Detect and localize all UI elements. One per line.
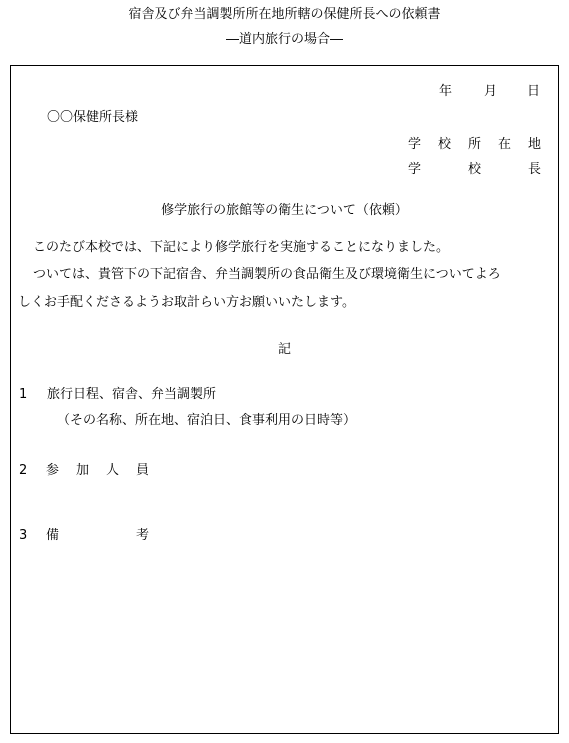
item-number: 3 [19, 528, 28, 543]
principal-char: 校 [467, 162, 481, 177]
item-label: 旅行日程、宿舎、弁当調製所 [47, 387, 217, 402]
item-number: 2 [19, 463, 28, 478]
item-label-char: 考 [135, 528, 149, 543]
principal-char: 学 [408, 162, 422, 177]
item-label-char: 人 [105, 463, 119, 478]
school-location-char: 学 [408, 137, 422, 152]
principal-label [408, 163, 541, 176]
item-label [46, 464, 149, 477]
school-location-char: 在 [497, 137, 511, 152]
item-label [46, 529, 149, 542]
frame-left-tick [10, 454, 11, 462]
item-note: （その名称、所在地、宿泊日、食事利用の日時等） [57, 413, 357, 428]
frame-left-tick [10, 153, 11, 160]
document-title: 宿舎及び弁当調製所所在地所轄の保健所長への依頼書 [128, 7, 441, 22]
principal-char: 長 [527, 162, 541, 177]
letter-subject: 修学旅行の旅館等の衛生について（依頼） [161, 203, 408, 218]
item-label-char: 加 [75, 463, 89, 478]
item-label-char: 備 [46, 528, 60, 543]
document-subtitle: ―道内旅行の場合― [225, 32, 343, 47]
school-location-char: 所 [467, 137, 481, 152]
body-paragraph-line: このたび本校では、下記により修学旅行を実施することになりました。 [33, 240, 450, 255]
school-location-label [408, 138, 541, 151]
item-label-char: 参 [46, 463, 60, 478]
school-location-char: 地 [527, 137, 541, 152]
date-month-label: 月 [484, 84, 498, 99]
frame-right-tick [558, 454, 559, 462]
date-day-label: 日 [527, 84, 541, 99]
addressee: 〇〇保健所長様 [47, 110, 139, 125]
frame-right-tick [558, 153, 559, 160]
school-location-char: 校 [437, 137, 451, 152]
body-paragraph-line: しくお手配くださるようお取計らい方お願いいたします。 [18, 295, 355, 310]
date-year-label: 年 [439, 84, 453, 99]
item-label-char: 員 [135, 463, 149, 478]
item-number: 1 [19, 387, 28, 402]
body-paragraph-line: ついては、貴管下の下記宿舎、弁当調製所の食品衛生及び環境衛生についてよろ [33, 267, 501, 282]
ki-heading: 記 [277, 342, 291, 357]
